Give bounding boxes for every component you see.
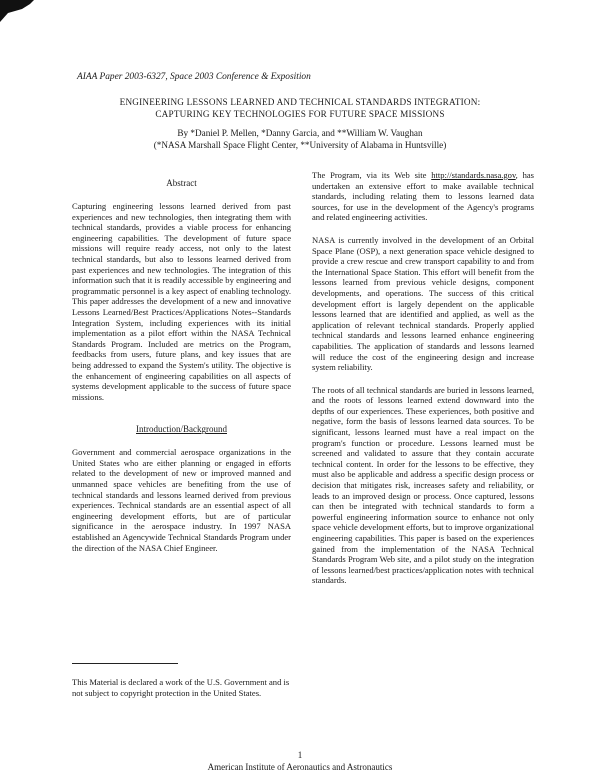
footnote-divider [72,663,178,664]
introduction-heading: Introduction/Background [136,424,227,435]
website-text-after: , has undertaken an extensive effort to make available technical standards, including relating them to lessons learned data sources, for use in the development of the Agency's programs and related engineering activities. [312,170,534,223]
authors-line: By *Daniel P. Mellen, *Danny Garcia, and **William W. Vaughan [177,128,423,138]
roots-paragraph: The roots of all technical standards are buried in lessons learned, and the roots of lessons learned extend downward into the depths of our experiences. These experiences, both positive and negative, form the basis of lessons learned data sources. To be significant, lessons learned must have a real impact on the program's function or procedure. Lessons learned must be screened and validated to assure that they contain accurate technical content. In order for the lessons to be effective, they must also be applicable and address a specific design process or decision that mitigates risk, increases safety and reliability, or leads to an improved design or process. Once captured, lessons can then be integrated with technical standards to form a powerful engineering information source to enhance not only space vehicle development efforts, but to improve organizational engineering capabilities. This paper is based on the experiences gained from the implementation of the NASA Technical Standards Program Web site, and a pilot study on the integration of lessons learned/best practices/application notes with technical standards. [312,384,534,586]
author-block [60,127,540,151]
paper-header: AIAA Paper 2003-6327, Space 2003 Conference & Exposition [77,72,311,82]
introduction-paragraph: Government and commercial aerospace organizations in the United States who are either planning or engaged in efforts related to the development of new or improved manned and unmanned space vehicles are benefiting from the use of technical standards and lessons learned derived from previous experiences. Technical standards are an essential aspect of all engineering development efforts, but are of particular significance in the aerospace industry. In 1997 NASA established an Agencywide Technical Standards Program under the direction of the NASA Chief Engineer. [72,447,291,553]
affiliations-line: (*NASA Marshall Space Flight Center, **University of Alabama in Huntsville) [153,140,447,150]
title-line-1: ENGINEERING LESSONS LEARNED AND TECHNICAL STANDARDS INTEGRATION: [119,97,481,107]
standards-website-link[interactable]: http://standards.nasa.gov [431,170,516,180]
website-text-before: The Program, via its Web site [312,170,432,180]
title-line-2: CAPTURING KEY TECHNOLOGIES FOR FUTURE SPACE MISSIONS [155,109,445,119]
abstract-paragraph: Capturing engineering lessons learned derived from past experiences and new technologies, then integrating them with technical standards, provides a viable process for enhancing engineering capabilities. The development of future space missions will require ready access, not only to the latest technical standards, but also to lessons learned derived from past experiences and new technologies. The integration of this information such that it is readily accessible by engineering and programmatic personnel is a key aspect of enabling technology. This paper addresses the development of a new and innovative Lessons Learned/Best Practices/Applications Notes--Standards Integration System, including experiences with its initial implementation as a pilot effort within the NASA Technical Standards Program. Included are metrics on the Program, feedbacks from users, future plans, and key issues that are being addressed to expand the System's utility. The objective is the enhancement of engineering capabilities on all aspects of systems development applicable to the success of future space missions. [72,201,291,402]
program-website-paragraph [312,170,534,223]
abstract-heading: Abstract [166,178,197,188]
page-footer: American Institute of Aeronautics and Astronautics [207,762,393,772]
copyright-footnote: This Material is declared a work of the U.S. Government and is not subject to copyright protection in the United States. [72,677,290,698]
scan-artifact-mark [0,0,36,24]
osp-paragraph: NASA is currently involved in the development of an Orbital Space Plane (OSP), a next generation space vehicle designed to provide a crew rescue and crew transport capability to and from the International Space Station. This effort will benefit from the lessons learned from previous vehicle designs, component developments, and operations. The success of this critical development effort is largely dependent on the applicable lessons learned that are identified and applied, as well as the application of relevant technical standards. Properly applied technical standards and lessons learned enhance engineering capabilities. The application of standards and lessons learned will reduce the cost of the engineering design and increase system reliability. [312,234,534,373]
left-column [72,178,291,565]
paper-title [60,96,540,120]
right-column [312,170,534,598]
page-number: 1 [297,750,303,760]
